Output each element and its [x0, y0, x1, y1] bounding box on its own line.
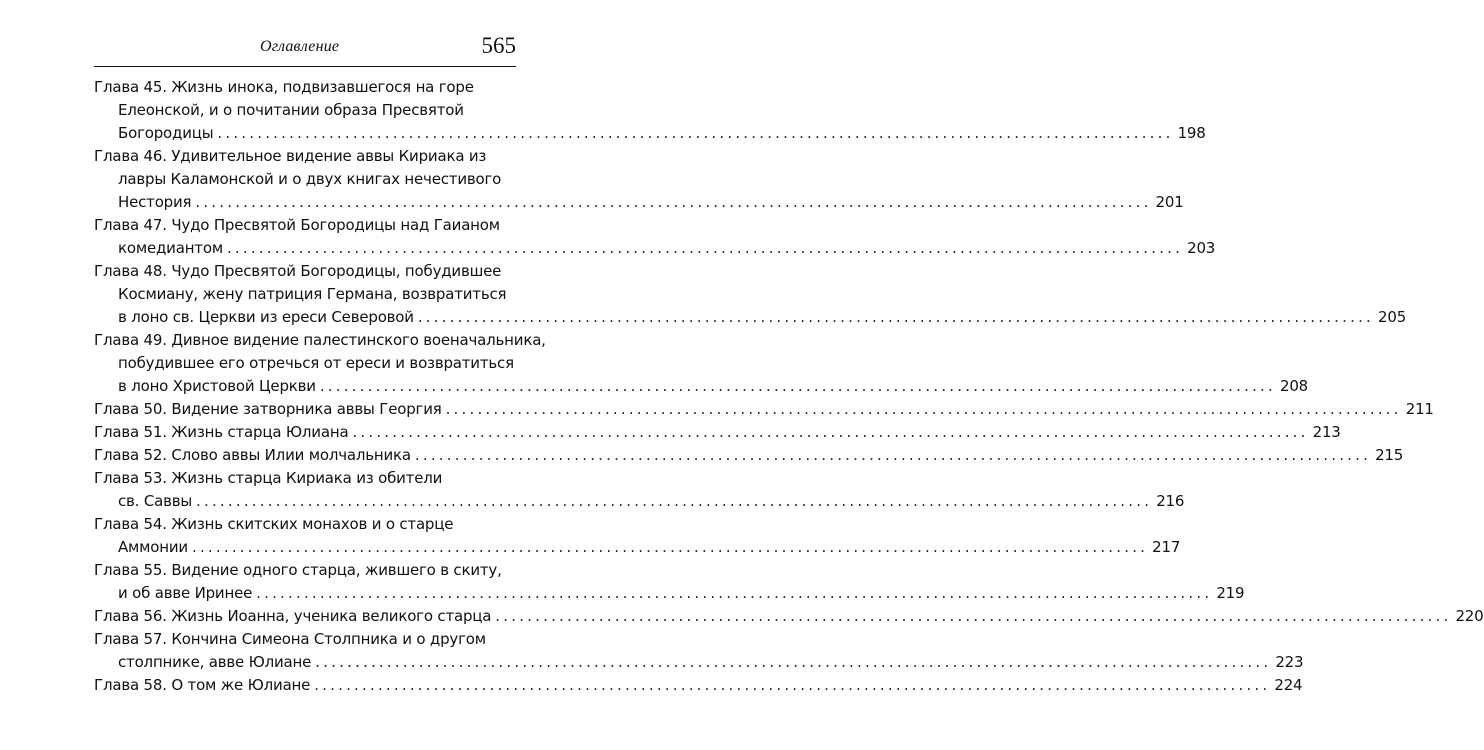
dot-leader: ........................................................................................................................	[314, 676, 1271, 694]
toc-entry-text: Космиану, жену патриция Германа, возвратиться	[118, 285, 507, 303]
toc-entry-text: Нестория	[118, 193, 192, 211]
toc-entry-line	[94, 283, 516, 306]
toc-entry	[94, 145, 1184, 214]
toc-entry-page: 215	[1375, 446, 1404, 464]
toc-entry-page: 211	[1405, 400, 1434, 418]
toc-entry-text: св. Саввы	[118, 492, 193, 510]
toc-entry-line	[94, 398, 1434, 421]
toc-entry	[94, 605, 1484, 628]
toc-entry-text: в лоно Христовой Церкви	[118, 377, 316, 395]
page-number: 565	[481, 33, 516, 58]
toc-entry-text: Глава 58. О том же Юлиане	[94, 676, 311, 694]
toc-entry-line	[94, 352, 516, 375]
toc-entry-text: Глава 50. Видение затворника аввы Георгия	[94, 400, 442, 418]
toc-entry-page: 223	[1275, 653, 1304, 671]
toc-entry-line	[94, 536, 1181, 559]
toc-entry-text: Глава 46. Удивительное видение аввы Кириака из	[94, 147, 487, 165]
toc-entry-line	[94, 99, 516, 122]
running-title: Оглавление	[260, 38, 340, 55]
toc-entry-text: Глава 54. Жизнь скитских монахов и о старце	[94, 515, 454, 533]
dot-leader: ........................................................................................................................	[195, 193, 1152, 211]
toc-entry-line	[94, 260, 516, 283]
dot-leader: ........................................................................................................................	[417, 308, 1375, 326]
toc-entry	[94, 260, 1407, 329]
toc-entry-page: 219	[1216, 584, 1245, 602]
table-of-contents	[94, 76, 1484, 697]
toc-entry	[94, 674, 1303, 697]
toc-entry-text: и об авве Иринее	[118, 584, 253, 602]
dot-leader: ........................................................................................................................	[191, 538, 1149, 556]
toc-entry-line	[94, 306, 1407, 329]
toc-entry-line	[94, 122, 1206, 145]
toc-entry-text: Глава 56. Жизнь Иоанна, ученика великого старца	[94, 607, 492, 625]
toc-entry-text: Глава 48. Чудо Пресвятой Богородицы, побудившее	[94, 262, 502, 280]
header-rule	[94, 66, 516, 67]
dot-leader: ........................................................................................................................	[319, 377, 1276, 395]
toc-entry-line	[94, 329, 546, 352]
toc-entry-line	[94, 674, 1303, 697]
toc-entry-page: 201	[1155, 193, 1184, 211]
dot-leader: ........................................................................................................................	[315, 653, 1272, 671]
toc-entry-text: Глава 45. Жизнь инока, подвизавшегося на горе	[94, 78, 474, 96]
toc-entry-text: Глава 49. Дивное видение палестинского военачальника,	[94, 331, 546, 349]
toc-entry-text: комедиантом	[118, 239, 223, 257]
toc-entry	[94, 628, 1304, 674]
toc-entry-line	[94, 513, 516, 536]
toc-entry-page: 203	[1187, 239, 1216, 257]
toc-entry-line	[94, 559, 516, 582]
dot-leader: ........................................................................................................................	[445, 400, 1402, 418]
dot-leader: ........................................................................................................................	[256, 584, 1213, 602]
toc-entry-line	[94, 605, 1484, 628]
toc-entry	[94, 76, 1206, 145]
toc-entry-text: Глава 55. Видение одного старца, жившего в скиту,	[94, 561, 502, 579]
toc-entry-line	[94, 375, 1309, 398]
toc-entry-line	[94, 582, 1245, 605]
toc-entry	[94, 398, 1434, 421]
toc-entry-line	[94, 651, 1304, 674]
toc-entry-page: 198	[1177, 124, 1206, 142]
toc-entry-text: Глава 57. Кончина Симеона Столпника и о другом	[94, 630, 486, 648]
toc-entry-line	[94, 214, 516, 237]
toc-entry	[94, 444, 1404, 467]
toc-entry-page: 216	[1156, 492, 1185, 510]
toc-entry-page: 208	[1279, 377, 1309, 395]
toc-entry-text: Глава 52. Слово аввы Илии молчальника	[94, 446, 411, 464]
toc-entry-text: Аммонии	[118, 538, 188, 556]
dot-leader: ........................................................................................................................	[352, 423, 1309, 441]
toc-entry-line	[94, 467, 516, 490]
page-header	[94, 33, 516, 63]
toc-entry-line	[94, 191, 1184, 214]
toc-entry-line	[94, 237, 1216, 260]
toc-entry-line	[94, 421, 1341, 444]
toc-entry-line	[94, 628, 516, 651]
toc-entry-text: Глава 51. Жизнь старца Юлиана	[94, 423, 349, 441]
toc-entry	[94, 559, 1245, 605]
toc-entry-line	[94, 76, 516, 99]
toc-entry	[94, 513, 1181, 559]
toc-entry-text: Елеонской, и о почитании образа Пресвятой	[118, 101, 464, 119]
toc-entry-text: Глава 53. Жизнь старца Кириака из обители	[94, 469, 443, 487]
dot-leader: ........................................................................................................................	[196, 492, 1153, 510]
toc-entry-line	[94, 145, 516, 168]
toc-entry-page: 220	[1455, 607, 1484, 625]
dot-leader: ........................................................................................................................	[414, 446, 1372, 464]
toc-entry-text: лавры Каламонской и о двух книгах нечестивого	[118, 170, 502, 188]
toc-entry-page: 213	[1312, 423, 1341, 441]
toc-entry	[94, 467, 1185, 513]
dot-leader: ........................................................................................................................	[495, 607, 1452, 625]
toc-entry-text: столпнике, авве Юлиане	[118, 653, 312, 671]
toc-entry-text: Глава 47. Чудо Пресвятой Богородицы над Гаианом	[94, 216, 500, 234]
toc-entry-line	[94, 168, 516, 191]
toc-entry	[94, 421, 1341, 444]
toc-entry-line	[94, 490, 1185, 513]
toc-entry-text: в лоно св. Церкви из ереси Северовой	[118, 308, 414, 326]
toc-entry-page: 224	[1274, 676, 1303, 694]
toc-entry-line	[94, 444, 1404, 467]
toc-entry	[94, 329, 1309, 398]
toc-entry	[94, 214, 1216, 260]
toc-entry-page: 217	[1152, 538, 1181, 556]
dot-leader: ........................................................................................................................	[226, 239, 1184, 257]
toc-entry-page: 205	[1378, 308, 1407, 326]
dot-leader: ........................................................................................................................	[217, 124, 1174, 142]
toc-entry-text: побудившее его отречься от ереси и возвратиться	[118, 354, 514, 372]
toc-entry-text: Богородицы	[118, 124, 214, 142]
